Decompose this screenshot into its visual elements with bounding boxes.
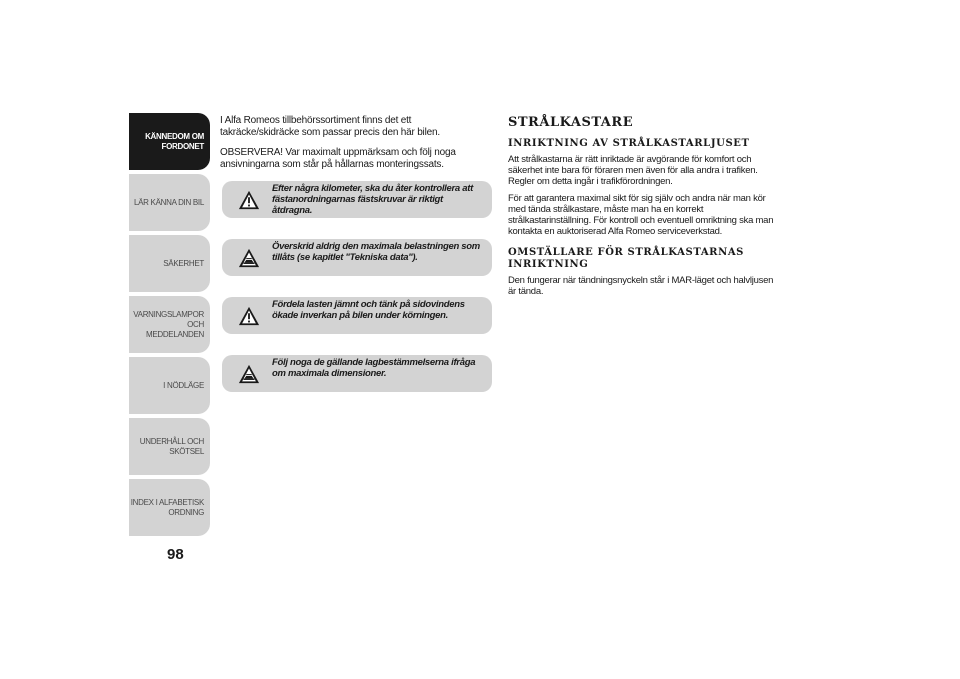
right-column	[508, 115, 780, 303]
section-title: STRÅLKASTARE	[508, 115, 634, 130]
warning-text: Efter några kilometer, ska du åter kontrollera att fästanordningarnas fästskruvar är riktigt åtdragna.	[272, 183, 473, 216]
warning-box	[222, 239, 492, 276]
tab-sakerhet[interactable]	[129, 235, 210, 292]
left-column	[220, 115, 492, 413]
warning-box	[222, 297, 492, 334]
tab-label: KÄNNEDOM OM FORDONET	[145, 131, 204, 151]
warning-text: Följ noga de gällande lagbestämmelserna ifråga om maximala dimensioner.	[272, 357, 476, 379]
tab-label: SÄKERHET	[163, 258, 204, 268]
body-paragraph: Att strålkastarna är rätt inriktade är avgörande för komfort och säkerhet inte bara för föraren men även för alla andra i trafiken. Regler om detta ingår i trafikförordningen.	[508, 154, 758, 187]
subsection-heading: OMSTÄLLARE FÖR STRÅLKASTARNAS INRIKTNING	[508, 247, 745, 270]
observera-paragraph: OBSERVERA! Var maximalt uppmärksam och följ noga ansivningarna som står på hållarnas monteringssats.	[220, 147, 456, 170]
tab-i-nodlage[interactable]	[129, 357, 210, 414]
warning-triangle-icon	[238, 189, 260, 211]
tab-varningslampor[interactable]	[129, 296, 210, 353]
warning-text: Överskrid aldrig den maximala belastningen som tillåts (se kapitlet "Tekniska data").	[272, 241, 480, 263]
body-paragraph: Den fungerar när tändningsnyckeln står i MAR-läget och halvljusen är tända.	[508, 275, 774, 297]
car-roof-load-icon	[238, 247, 260, 269]
warning-text: Fördela lasten jämnt och tänk på sidovindens ökade inverkan på bilen under körningen.	[272, 299, 465, 321]
page-number: 98	[167, 546, 184, 563]
warning-box	[222, 355, 492, 392]
subsection-heading: INRIKTNING AV STRÅLKASTARLJUSET	[508, 138, 750, 149]
tab-index[interactable]	[129, 479, 210, 536]
tab-label: LÄR KÄNNA DIN BIL	[133, 197, 204, 207]
tab-label: UNDERHÅLL OCH SKÖTSEL	[139, 436, 204, 456]
warning-box	[222, 181, 492, 218]
chapter-tabs	[129, 113, 210, 540]
tab-label: INDEX I ALFABETISK ORDNING	[130, 497, 204, 517]
tab-underhall-och-skotsel[interactable]	[129, 418, 210, 475]
tab-label: I NÖDLÄGE	[163, 380, 204, 390]
car-roof-load-icon	[238, 363, 260, 385]
intro-paragraph: I Alfa Romeos tillbehörssortiment finns det ett takräcke/skidräcke som passar precis den här bilen.	[220, 115, 440, 138]
tab-lar-kanna-din-bil[interactable]	[129, 174, 210, 231]
tab-label: VARNINGSLAMPOR OCH MEDDELANDEN	[133, 309, 204, 339]
body-paragraph: För att garantera maximal sikt för sig själv och andra när man kör med tända strålkastare, måste man ha en korrekt strålkastarinställning. För kontroll och eventuell omriktning ska man kontakta en auktoriserad Alfa Romeo serviceverkstad.	[508, 193, 774, 237]
warning-triangle-icon	[238, 305, 260, 327]
tab-kannedom-om-fordonet[interactable]	[129, 113, 210, 170]
